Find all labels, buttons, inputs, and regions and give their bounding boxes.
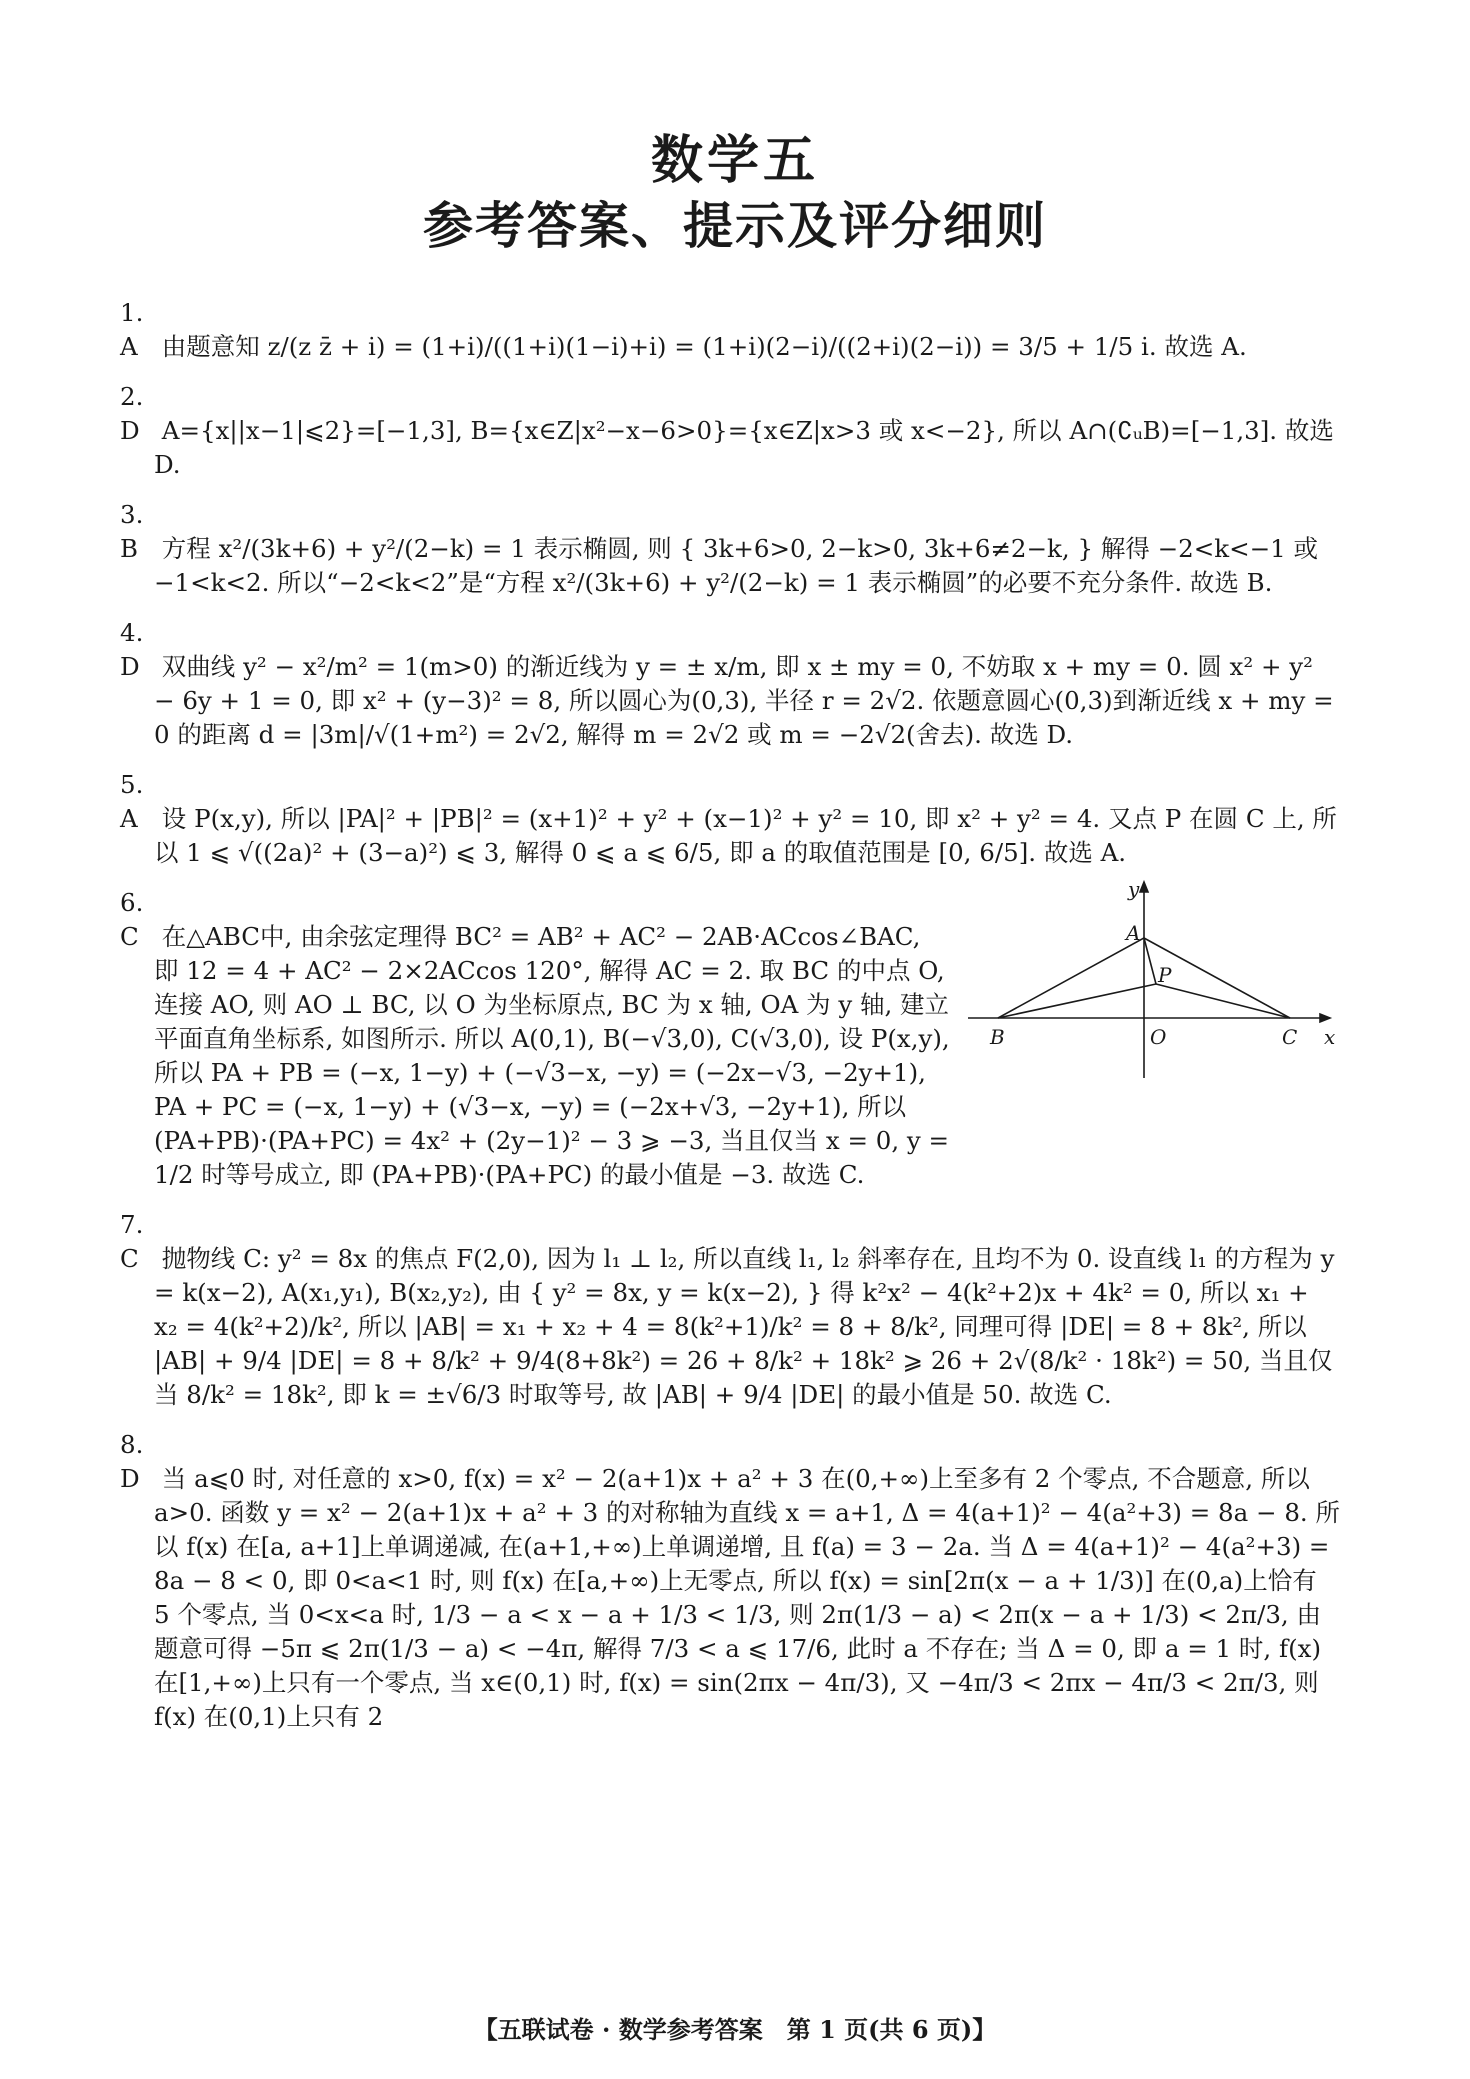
answer-text: 方程 x²/(3k+6) + y²/(2−k) = 1 表示椭圆, 则 { 3k+6>0, 2−k>0, 3k+6≠2−k, } 解得 −2<k<−1 或 −1<k<2. 所以“−2<k<2”是“方程 x²/(3k+6) + y²/(2−k) = 1 表示椭圆”的必要不充分条件. 故选 B. (154, 534, 1319, 597)
segment-ab (998, 938, 1144, 1018)
answer-number: 6. C (120, 888, 144, 951)
segment-pc (1156, 984, 1290, 1018)
answer-number: 3. B (120, 500, 144, 563)
answer-text: 当 a⩽0 时, 对任意的 x>0, f(x) = x² − 2(a+1)x + a² + 3 在(0,+∞)上至多有 2 个零点, 不合题意, 所以 a>0. 函数 y = x² − 2(a+1)x + a² + 3 的对称轴为直线 x = a+1, Δ = 4(a+1)² − 4(a²+3) = 8a − 8. 所以 f(x) 在[a, a+1]上单调递减, 在(a+1,+∞)上单调递增, 且 f(a) = 3 − 2a. 当 Δ = 4(a+1)² − 4(a²+3) = 8a − 8 < 0, 即 0<a<1 时, 则 f(x) 在[a,+∞)上无零点, 所以 f(x) = sin[2π(x − a + 1/3)] 在(0,a)上恰有 5 个零点, 当 0<x<a 时, 1/3 − a < x − a + 1/3 < 1/3, 则 2π(1/3 − a) < 2π(x − a + 1/3) < 2π/3, 由题意可得 −5π ⩽ 2π(1/3 − a) < −4π, 解得 7/3 < a ⩽ 17/6, 此时 a 不存在; 当 Δ = 0, 即 a = 1 时, f(x) 在[1,+∞)上只有一个零点, 当 x∈(0,1) 时, f(x) = sin(2πx − 4π/3), 又 −4π/3 < 2πx − 4π/3 < 2π/3, 则 f(x) 在(0,1)上只有 2 (154, 1464, 1340, 1731)
answer-item-8 (120, 1428, 1340, 1734)
segment-pa (1144, 938, 1156, 984)
x-axis-arrow (1320, 1014, 1330, 1022)
document-subtitle: 参考答案、提示及评分细则 (423, 196, 1047, 255)
answer-item-1 (120, 296, 1340, 364)
answer-text: 在△ABC中, 由余弦定理得 BC² = AB² + AC² − 2AB·ACcos∠BAC, 即 12 = 4 + AC² − 2×2ACcos 120°, 解得 AC = 2. 取 BC 的中点 O, 连接 AO, 则 AO ⊥ BC, 以 O 为坐标原点, BC 为 x 轴, OA 为 y 轴, 建立平面直角坐标系, 如图所示. 所以 A(0,1), B(−√3,0), C(√3,0), 设 P(x,y), 所以 PA + PB = (−x, 1−y) + (−√3−x, −y) = (−2x−√3, −2y+1), PA + PC = (−x, 1−y) + (√3−x, −y) = (−2x+√3, −2y+1), 所以 (PA+PB)·(PA+PC) = 4x² + (2y−1)² − 3 ⩾ −3, 当且仅当 x = 0, y = 1/2 时等号成立, 即 (PA+PB)·(PA+PC) 的最小值是 −3. 故选 C. (154, 922, 950, 1189)
answer-item-7 (120, 1208, 1340, 1412)
answer-number: 4. D (120, 618, 144, 681)
label-o: O (1150, 1025, 1167, 1049)
answer-number: 2. D (120, 382, 144, 445)
segment-pb (998, 984, 1156, 1018)
label-c: C (1282, 1025, 1298, 1049)
answer-item-2 (120, 380, 1340, 482)
answer-number: 1. A (120, 298, 144, 361)
page-footer: 【五联试卷 · 数学参考答案 第 1 页(共 6 页)】 (473, 2015, 997, 2044)
label-x: x (1324, 1025, 1336, 1049)
answer-item-3 (120, 498, 1340, 600)
answer-number: 5. A (120, 770, 144, 833)
answer-item-6 (120, 886, 950, 1192)
y-axis-arrow (1140, 882, 1148, 892)
label-a: A (1126, 921, 1141, 945)
coordinate-figure (968, 878, 1340, 1086)
answer-text: 设 P(x,y), 所以 |PA|² + |PB|² = (x+1)² + y² + (x−1)² + y² = 10, 即 x² + y² = 4. 又点 P 在圆 C 上, 所以 1 ⩽ √((2a)² + (3−a)²) ⩽ 3, 解得 0 ⩽ a ⩽ 6/5, 即 a 的取值范围是 [0, 6/5]. 故选 A. (154, 804, 1337, 867)
label-y: y (1128, 878, 1140, 901)
answer-item-4 (120, 616, 1340, 752)
answer-number: 7. C (120, 1210, 144, 1273)
document-title: 数学五 (650, 130, 819, 191)
answer-text: A={x||x−1|⩽2}=[−1,3], B={x∈Z|x²−x−6>0}={x∈Z|x>3 或 x<−2}, 所以 A∩(∁ᵤB)=[−1,3]. 故选 D. (154, 416, 1334, 479)
label-p: P (1158, 963, 1172, 987)
answer-item-5 (120, 768, 1340, 870)
label-b: B (990, 1025, 1005, 1049)
answer-text: 由题意知 z/(z z̄ + i) = (1+i)/((1+i)(1−i)+i) = (1+i)(2−i)/((2+i)(2−i)) = 3/5 + 1/5 i. 故选 A. (161, 332, 1247, 361)
answer-text: 双曲线 y² − x²/m² = 1(m>0) 的渐近线为 y = ± x/m, 即 x ± my = 0, 不妨取 x + my = 0. 圆 x² + y² − 6y + 1 = 0, 即 x² + (y−3)² = 8, 所以圆心为(0,3), 半径 r = 2√2. 依题意圆心(0,3)到渐近线 x + my = 0 的距离 d = |3m|/√(1+m²) = 2√2, 解得 m = 2√2 或 m = −2√2(舍去). 故选 D. (154, 652, 1334, 749)
answer-number: 8. D (120, 1430, 144, 1493)
answer-text: 抛物线 C: y² = 8x 的焦点 F(2,0), 因为 l₁ ⊥ l₂, 所以直线 l₁, l₂ 斜率存在, 且均不为 0. 设直线 l₁ 的方程为 y = k(x−2), A(x₁,y₁), B(x₂,y₂), 由 { y² = 8x, y = k(x−2), } 得 k²x² − 4(k²+2)x + 4k² = 0, 所以 x₁ + x₂ = 4(k²+2)/k², 所以 |AB| = x₁ + x₂ + 4 = 8(k²+1)/k² = 8 + 8/k², 同理可得 |DE| = 8 + 8k², 所以 |AB| + 9/4 |DE| = 8 + 8/k² + 9/4(8+8k²) = 26 + 8/k² + 18k² ⩾ 26 + 2√(8/k² · 18k²) = 50, 当且仅当 8/k² = 18k², 即 k = ±√6/3 时取等号, 故 |AB| + 9/4 |DE| 的最小值是 50. 故选 C. (154, 1244, 1335, 1409)
